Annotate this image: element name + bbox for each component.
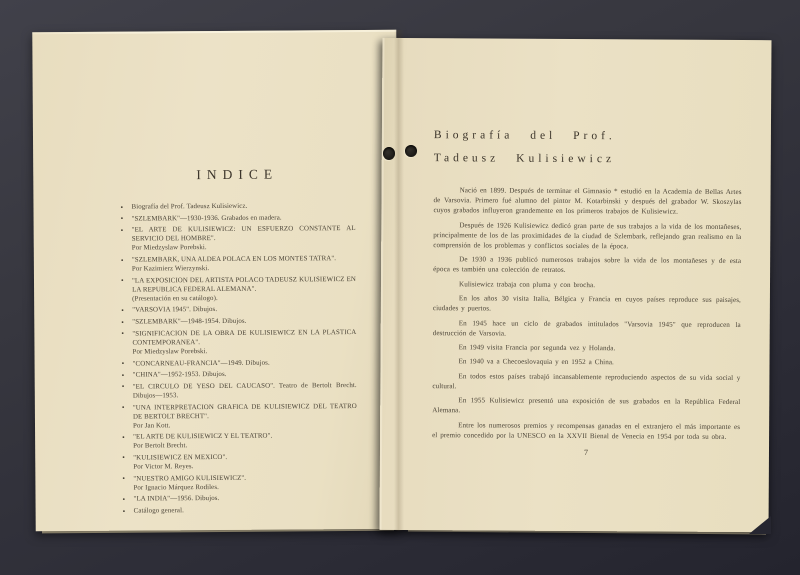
index-item [120, 316, 356, 327]
index-item-text: "LA EXPOSICION DEL ARTISTA POLACO TADEUSZ KULISIEWICZ EN LA REPUBLICA FEDERAL ALEMANA". [131, 275, 357, 294]
bio-content [432, 124, 742, 458]
index-item-text: "SIGNIFICACION DE LA OBRA DE KULISIEWICZ EN LA PLASTICA CONTEMPORANEA". [132, 328, 357, 347]
index-item [120, 213, 356, 224]
punch-hole-icon [383, 147, 395, 160]
bio-paragraph: Kulisiewicz trabaja con pluma y con brocha. [458, 279, 596, 289]
index-title: INDICE [196, 166, 279, 183]
bio-paragraph: En 1945 hace un ciclo de grabados intitulados "Varsovia 1945" que reproducen la destrucción de Varsovia. [432, 318, 741, 338]
index-item [121, 473, 357, 493]
bio-title [434, 124, 742, 172]
index-item-text: "SZLEMBARK"—1930-1936. Grabados en madera. [131, 214, 282, 223]
index-item-author: Por Bertolt Brecht. [133, 442, 188, 450]
index-list [119, 201, 357, 516]
index-item-author: Por Ignacio Márquez Rodiles. [133, 483, 219, 492]
bio-paragraph: De 1930 a 1936 publicó numerosos trabajos sobre la vida de los montañeses y de esta época es también una colección de retratos. [433, 255, 742, 275]
index-item [121, 381, 357, 401]
index-item [121, 452, 357, 472]
index-item [120, 254, 356, 274]
index-item-author: (Presentación en su catálogo). [132, 294, 218, 303]
page-number: 7 [583, 447, 589, 458]
index-item-text: "CONCARNEAU-FRANCIA"—1949. Dibujos. [132, 359, 270, 368]
bio-paragraph: En los años 30 visita Italia, Bélgica y Francia en cuyos países reproduce sus paisajes, ciudades y puertos. [432, 294, 741, 313]
punch-hole-icon [405, 145, 417, 157]
bio-title-line1: Biografía del Prof. [433, 129, 616, 143]
index-item [120, 275, 356, 304]
index-item-author: Por Jan Kott. [132, 421, 171, 430]
bio-paragraphs [432, 185, 742, 442]
bio-paragraph: En 1955 Kulisiewicz presentó una exposición de sus grabados en la República Federal Alemana. [432, 396, 741, 415]
index-item-text: "VARSOVIA 1945". Dibujos. [132, 306, 218, 315]
index-item-text: Biografía del Prof. Tadeusz Kulisiewicz. [131, 202, 248, 211]
index-item-text: Catálogo general. [133, 507, 184, 515]
index-item-author: Por Kazimierz Wierzynski. [131, 265, 210, 273]
index-item-text: "EL ARTE DE KULISIEWICZ Y EL TEATRO". [133, 432, 273, 441]
index-item-text: "LA INDIA"—1956. Dibujos. [133, 495, 220, 503]
bio-paragraph: En 1940 va a Checoeslovaquia y en 1952 a China. [458, 357, 614, 367]
index-item [121, 369, 357, 380]
bio-paragraph: Entre los numerosos premios y recompensas ganadas en el extranjero el más importante es el premio concedido por la UNESCO en la XXVII Bienal de Venecia en 1954 por toda su obra. [432, 421, 741, 441]
index-item-text: "KULISIEWICZ EN MEXICO". [133, 453, 228, 462]
bio-paragraph: En 1949 visita Francia por segunda vez y Holanda. [458, 343, 616, 353]
index-item [120, 328, 356, 357]
index-content [119, 166, 357, 518]
left-page [32, 30, 399, 532]
index-item-text: "NUESTRO AMIGO KULISIEWICZ". [133, 474, 247, 483]
index-item-author: Por Miedzyslaw Porebski. [131, 244, 207, 252]
index-item-text: "EL CIRCULO DE YESO DEL CAUCASO". Teatro de Bertolt Brecht. Dibujos—1953. [132, 381, 357, 400]
index-item-author: Por Victor M. Reyes. [133, 463, 194, 471]
bio-paragraph: Después de 1926 Kulisiewicz dedicó gran parte de sus trabajos a la vida de los montañeses, principalmente de los de las proximidades de la ciudad de Szlembark, reflejando gran realismo en la comprensión de los problemas y conflictos sociales de la época. [433, 220, 742, 251]
bio-paragraph: En todos estos países trabajó incansablemente reproduciendo aspectos de su vida social y cultural. [432, 372, 741, 391]
index-item-text: "CHINA"—1952-1953. Dibujos. [132, 371, 227, 379]
index-item [121, 493, 357, 504]
index-item [122, 505, 358, 516]
index-item-text: "SZLEMBARK"—1948-1954. Dibujos. [132, 317, 247, 326]
bio-title-line2: Tadeusz Kulisiewicz [433, 152, 616, 166]
index-item [121, 431, 357, 451]
index-item [120, 224, 356, 253]
index-item-text: "SZLEMBARK, UNA ALDEA POLACA EN LOS MONTES TATRA". [131, 255, 337, 264]
bio-paragraph: Nació en 1899. Después de terminar el Gimnasio * estudió en la Academia de Bellas Artes de Varsovia. Primero fué alumno del pintor M. Kotarbinski y después del grabador W. Skoszylas cuyos grabados influyeron grandemente en los primeros trabajos de Kulisiewicz. [433, 186, 742, 216]
index-item [121, 358, 357, 369]
index-item-text: "UNA INTERPRETACION GRAFICA DE KULISIEWICZ DEL TEATRO DE BERTOLT BRECHT". [132, 402, 357, 421]
right-page [380, 38, 772, 532]
spine-fold [394, 30, 404, 531]
index-item [119, 201, 355, 212]
index-item-author: Por Miedzyslaw Porebski. [132, 347, 208, 356]
index-item [121, 402, 357, 431]
index-item [120, 304, 356, 315]
page-corner-notch [749, 516, 771, 534]
index-item-text: "EL ARTE DE KULISIEWICZ: UN ESFUERZO CONSTANTE AL SERVICIO DEL HOMBRE". [131, 225, 356, 243]
